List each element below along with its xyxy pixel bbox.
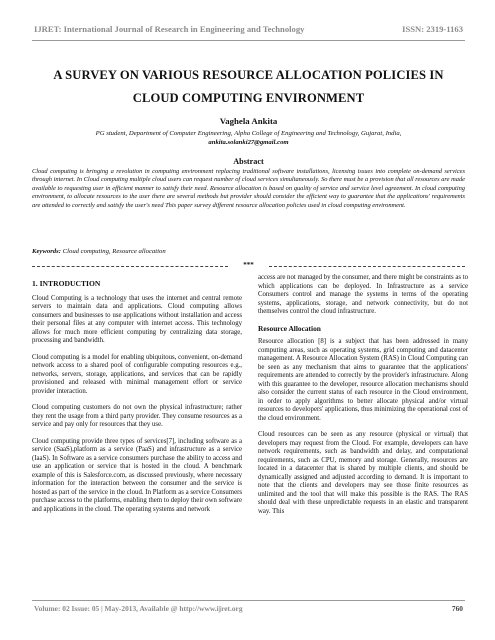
resource-paragraph-1: Resource allocation [8] is a subject that has been addressed in many computing areas, such as operating systems, grid computing and datacenter management. A Resource Allocation System (RAS) in Cloud Computing can be seen as any mechanism that aims to guarantee that the applications' requirements are attended to correctly by the provider's infrastructure. Along with this guarantee to the developer, resource allocation mechanisms should also consider the current status of each resource in the Cloud environment, in order to apply algorithms to better allocate physical and/or virtual resources to developers' applications, thus minimizing the operational cost of the cloud environment.: [258, 338, 468, 422]
intro-paragraph-1: Cloud Computing is a technology that uses the internet and central remote servers to maintain data and applications. Cloud computing allows consumers and businesses to use applications without installation and access their personal files at any computer with internet access. This technology allows for much more efficient computing by centralizing data storage, processing and bandwidth.: [32, 294, 242, 344]
affiliation-text: PG student, Department of Computer Engineering, Alpha College of Engineering and Technology, Gujarat, India,: [95, 130, 402, 137]
separator-dash-left: [32, 266, 228, 267]
header-rule: [32, 40, 465, 41]
footer-rule: [32, 600, 465, 601]
resource-paragraph-2: Cloud resources can be seen as any resource (physical or virtual) that developers may request from the Cloud. For example, developers can have network requirements, such as bandwidth and delay, and computational requirements, such as CPU, memory and storage. Generally, resources are located in a datacenter that is shared by multiple clients, and should be dynamically assigned and adjusted according to demand. It is important to note that the clients and developers may see those finite resources as unlimited and the tool that will make this possible is the RAS. The RAS should deal with these unpredictable requests in an elastic and transparent way. This: [258, 431, 468, 515]
intro-paragraph-3: Cloud computing customers do not own the physical infrastructure; rather they rent the usage from a third party provider. They consume resources as a service and pay only for resources that they use.: [32, 404, 242, 428]
right-column: [258, 274, 468, 524]
author-email: ankita.solanki27@gmail.com: [208, 139, 289, 146]
section-separator: [32, 262, 465, 270]
title-line-1: A SURVEY ON VARIOUS RESOURCE ALLOCATION POLICIES IN: [53, 68, 444, 82]
intro-paragraph-2: Cloud computing is a model for enabling ubiquitous, convenient, on-demand network access to a shared pool of configurable computing resources e.g., networks, servers, storage, applications, and services that can be rapidly provisioned and released with minimal management effort or service provider interaction.: [32, 353, 242, 395]
left-column: [32, 280, 242, 522]
abstract-heading: Abstract: [233, 157, 264, 166]
author-affiliation: [34, 129, 463, 147]
journal-name: IJRET: International Journal of Research in Engineering and Technology: [34, 24, 305, 34]
volume-info: Volume: 02 Issue: 05 | May-2013, Available @ http://www.ijret.org: [34, 604, 243, 613]
abstract-text: Cloud computing is bringing a revolution in computing environment replacing traditional software installations, licensing issues into complete on-demand services through internet. In Cloud computing multiple cloud users can request number of cloud services simultaneously. So there must be a provision that all resources are made available to requesting user in efficient manner to satisfy their need. Resource allocation is based on quality of service and service level agreement. In cloud computing environment, to allocate resources to the user there are several methods but provider should consider the efficient way to guarantee that the applications' requirements are attended to correctly and satisfy the user's need This paper survey different resource allocation policies used in cloud computing environment.: [32, 168, 465, 209]
separator-dash-right: [269, 266, 465, 267]
running-header: [34, 24, 463, 40]
separator-stars: ***: [243, 261, 254, 269]
intro-paragraph-4: Cloud computing provide three types of services[7], including software as a service (SaaS),platform as a service (PaaS) and infrastructure as a service (IaaS). In Software as a service consumers purchase the ability to access and use an application or service that is hosted in the cloud. A benchmark example of this is Salesforce.com, as discussed previously, where necessary information for the interaction between the consumer and the service is hosted as part of the service in the cloud. In Platform as a service Consumers purchase access to the platforms, enabling them to deploy their own software and applications in the cloud. The operating systems and network: [32, 437, 242, 513]
title-line-2: CLOUD COMPUTING ENVIRONMENT: [132, 91, 365, 105]
keywords-value: Cloud computing, Resource allocation: [62, 248, 166, 255]
introduction-heading: 1. INTRODUCTION: [32, 279, 101, 288]
resource-allocation-heading: Resource Allocation: [258, 323, 321, 333]
author-name: Vaghela Ankita: [219, 116, 278, 126]
page-number: 760: [451, 604, 463, 613]
issn-number: ISSN: 2319-1163: [402, 24, 463, 34]
paper-title: [34, 64, 463, 110]
keywords: [32, 248, 465, 255]
keywords-label: Keywords:: [32, 248, 61, 255]
continued-paragraph: access are not managed by the consumer, and there might be constraints as to which applications can be deployed. In Infrastructure as a service Consumers control and manage the systems in terms of the operating systems, applications, storage, and network connectivity, but do not themselves control the cloud infrastructure.: [258, 274, 468, 315]
